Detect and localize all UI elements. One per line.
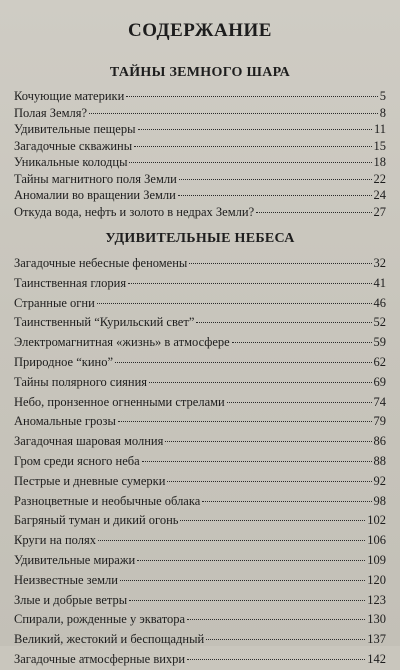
toc-entry — [14, 121, 386, 138]
dot-leader — [165, 441, 371, 442]
toc-entry-page-number: 22 — [373, 171, 386, 186]
dot-leader — [129, 162, 371, 163]
toc-entry — [14, 313, 386, 333]
toc-entry — [14, 452, 386, 472]
toc-entry-title: Таинственная глория — [14, 275, 127, 290]
dot-leader — [227, 402, 372, 403]
toc-entry — [14, 531, 386, 551]
toc-entry-page-number: 102 — [367, 513, 386, 528]
toc-entry — [14, 204, 386, 221]
toc-entry — [14, 187, 386, 204]
toc-entry-title: Электромагнитная «жизнь» в атмосфере — [14, 335, 230, 350]
toc-entry-title: Таинственный “Курильский свет” — [14, 315, 195, 330]
toc-entry-title: Аномальные грозы — [14, 414, 116, 429]
toc-entry-page-number: 79 — [373, 414, 386, 429]
toc-entry — [14, 551, 386, 571]
toc-entry-title: Неизвестные земли — [14, 572, 118, 587]
toc-entry-title: Полая Земля? — [14, 105, 88, 120]
dot-leader — [120, 580, 365, 581]
toc-entry-title: Спирали, рожденные у экватора — [14, 612, 186, 627]
dot-leader — [180, 520, 365, 521]
toc-entry — [14, 154, 386, 171]
toc-entry-title: Удивительные миражи — [14, 552, 136, 567]
dot-leader — [196, 322, 371, 323]
toc-entry — [14, 138, 386, 155]
toc-entry-title: Кочующие материки — [14, 89, 125, 103]
toc-entry — [14, 472, 386, 492]
toc-entry-page-number: 106 — [367, 533, 386, 548]
toc-entry-title: Тайны полярного сияния — [14, 374, 148, 389]
toc-entry-page-number: 98 — [373, 493, 386, 508]
toc-entry-title: Тайны магнитного поля Земли — [14, 171, 177, 186]
dot-leader — [202, 501, 371, 502]
toc-entry-page-number: 24 — [373, 188, 386, 202]
toc-entry-page-number: 59 — [373, 335, 386, 350]
toc-entry-page-number: 130 — [367, 612, 386, 627]
toc-entry-page-number: 32 — [373, 256, 386, 270]
toc-entry-title: Странные огни — [14, 295, 95, 310]
toc-entry — [14, 274, 386, 294]
toc-entry-title: Загадочные скважины — [14, 138, 133, 153]
toc-entry — [14, 171, 386, 188]
toc-entry-title: Откуда вода, нефть и золото в недрах Земли? — [14, 204, 255, 219]
toc-entry — [14, 432, 386, 452]
toc-entry — [14, 105, 386, 122]
dot-leader — [137, 560, 365, 561]
toc-entry — [14, 650, 386, 670]
dot-leader — [129, 600, 365, 601]
toc-entry — [14, 412, 386, 432]
toc-entry-page-number: 5 — [379, 89, 386, 103]
dot-leader — [115, 362, 371, 363]
dot-leader — [134, 146, 371, 147]
dot-leader — [187, 659, 365, 660]
dot-leader — [118, 421, 372, 422]
dot-leader — [89, 113, 378, 114]
dot-leader — [167, 481, 371, 482]
toc-entry-page-number: 69 — [373, 374, 386, 389]
toc-entry-page-number: 46 — [373, 295, 386, 310]
toc-entry-page-number: 62 — [373, 354, 386, 369]
toc-entry — [14, 511, 386, 531]
toc-entry — [14, 294, 386, 314]
toc-entry-page-number: 15 — [373, 138, 386, 153]
toc-list — [14, 254, 386, 670]
page-title: СОДЕРЖАНИЕ — [128, 20, 272, 41]
toc-entry-title: Аномалии во вращении Земли — [14, 188, 176, 202]
dot-leader — [179, 179, 372, 180]
toc-entry-title: Багряный туман и дикий огонь — [14, 513, 179, 528]
dot-leader — [128, 283, 371, 284]
toc-entry — [14, 630, 386, 650]
section-heading: ТАЙНЫ ЗЕМНОГО ШАРА — [109, 65, 291, 80]
toc-entry-title: Пестрые и дневные сумерки — [14, 473, 166, 488]
toc-entry — [14, 333, 386, 353]
toc-entry-title: Уникальные колодцы — [14, 155, 128, 169]
toc-entry — [14, 393, 386, 413]
toc-entry-title: Загадочные небесные феномены — [14, 256, 188, 270]
dot-leader — [232, 342, 372, 343]
dot-leader — [98, 540, 365, 541]
toc-entry-page-number: 142 — [367, 651, 386, 666]
toc-entry-page-number: 120 — [367, 572, 386, 587]
dot-leader — [256, 212, 371, 213]
toc-entry-page-number: 88 — [373, 453, 386, 468]
toc-entry-title: Гром среди ясного неба — [14, 453, 140, 468]
toc-entry-title: Небо, пронзенное огненными стрелами — [14, 394, 225, 409]
toc-entry — [14, 353, 386, 373]
toc-entry — [14, 492, 386, 512]
toc-entry-page-number: 11 — [373, 122, 386, 136]
dot-leader — [178, 195, 372, 196]
toc-entry-page-number: 74 — [373, 394, 386, 409]
toc-list — [14, 88, 386, 220]
dot-leader — [149, 382, 371, 383]
toc-entry — [14, 373, 386, 393]
toc-entry-page-number: 41 — [373, 275, 386, 290]
toc-entry-page-number: 123 — [367, 592, 386, 607]
dot-leader — [97, 303, 372, 304]
dot-leader — [206, 639, 365, 640]
section-amazing-skies — [14, 230, 386, 670]
toc-entry-page-number: 8 — [379, 105, 386, 120]
dot-leader — [142, 461, 372, 462]
toc-entry — [14, 254, 386, 274]
toc-entry-page-number: 86 — [373, 434, 386, 449]
section-earth-mysteries — [14, 64, 386, 220]
dot-leader — [138, 129, 372, 130]
toc-entry — [14, 591, 386, 611]
dot-leader — [126, 96, 377, 97]
toc-entry-page-number: 18 — [373, 155, 386, 169]
toc-entry-title: Загадочные атмосферные вихри — [14, 651, 186, 666]
toc-entry-title: Злые и добрые ветры — [14, 592, 128, 607]
toc-entry — [14, 88, 386, 105]
dot-leader — [187, 619, 365, 620]
toc-entry-page-number: 52 — [373, 315, 386, 330]
dot-leader — [189, 263, 371, 264]
toc-entry-page-number: 137 — [367, 632, 386, 647]
toc-entry — [14, 571, 386, 591]
section-heading: УДИВИТЕЛЬНЫЕ НЕБЕСА — [105, 231, 295, 246]
toc-entry-page-number: 27 — [373, 204, 386, 219]
toc-entry-title: Разноцветные и необычные облака — [14, 493, 201, 508]
toc-entry-title: Загадочная шаровая молния — [14, 434, 164, 449]
toc-entry-title: Природное “кино” — [14, 354, 114, 369]
toc-entry-page-number: 92 — [373, 473, 386, 488]
toc-entry-title: Великий, жестокий и беспощадный — [14, 632, 205, 647]
toc-entry-title: Удивительные пещеры — [14, 122, 136, 136]
toc-entry — [14, 610, 386, 630]
toc-entry-page-number: 109 — [367, 552, 386, 567]
toc-entry-title: Круги на полях — [14, 533, 96, 548]
